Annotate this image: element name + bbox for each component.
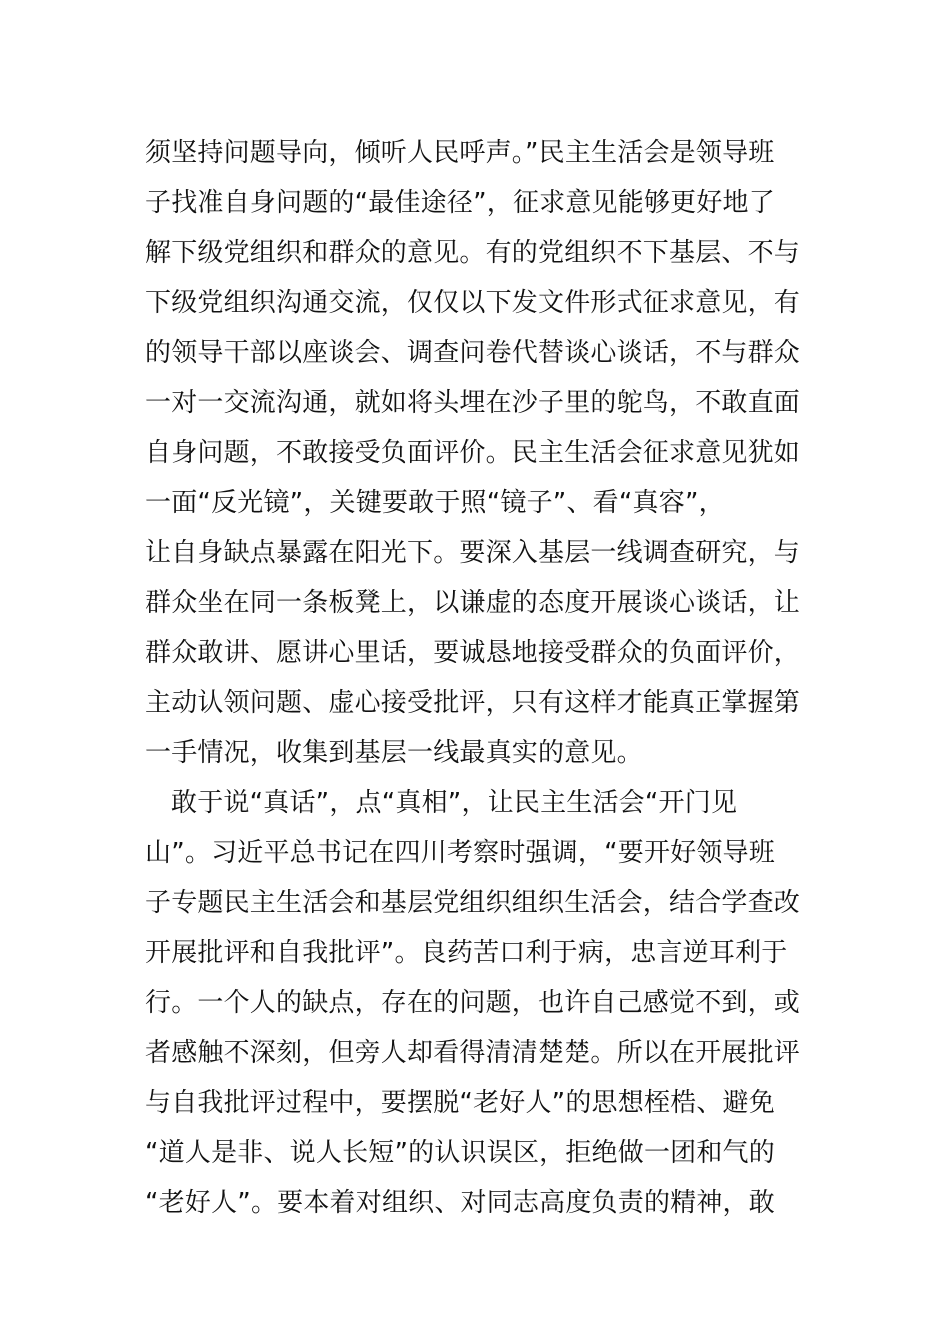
- paragraph-first-line: 敢于说“真话”，点“真相”，让民主生活会“开门见: [171, 788, 738, 818]
- paragraph-line: 的领导干部以座谈会、调查问卷代替谈心谈话，不与群众: [145, 338, 801, 368]
- paragraph-line: 子专题民主生活会和基层党组织组织生活会，结合学查改: [145, 888, 801, 918]
- paragraph-line: 一对一交流沟通，就如将头埋在沙子里的鸵鸟，不敢直面: [145, 388, 801, 418]
- paragraph-line: 解下级党组织和群众的意见。有的党组织不下基层、不与: [145, 238, 801, 268]
- paragraph-line: 让自身缺点暴露在阳光下。要深入基层一线调查研究，与: [145, 538, 801, 568]
- paragraph-line: 群众敢讲、愿讲心里话，要诚恳地接受群众的负面评价，: [145, 638, 801, 668]
- paragraph-line: 开展批评和自我批评”。良药苦口利于病，忠言逆耳利于: [145, 938, 788, 968]
- paragraph-line: 群众坐在同一条板凳上，以谦虚的态度开展谈心谈话，让: [145, 588, 801, 618]
- paragraph-line: 须坚持问题导向，倾听人民呼声。”民主生活会是领导班: [145, 138, 775, 168]
- paragraph-line: 者感触不深刻，但旁人却看得清清楚楚。所以在开展批评: [145, 1038, 801, 1068]
- paragraph-line: 与自我批评过程中，要摆脱“老好人”的思想桎梏、避免: [145, 1088, 775, 1118]
- paragraph-line: 山”。习近平总书记在四川考察时强调，“要开好领导班: [145, 838, 775, 868]
- paragraph-line: 行。一个人的缺点，存在的问题，也许自己感觉不到，或: [145, 988, 801, 1018]
- paragraph-line: 子找准自身问题的“最佳途径”，征求意见能够更好地了: [145, 188, 775, 218]
- paragraph-line: 主动认领问题、虚心接受批评，只有这样才能真正掌握第: [145, 688, 801, 718]
- paragraph-line: 一面“反光镜”，关键要敢于照“镜子”、看“真容”，: [145, 488, 725, 518]
- paragraph-line: 下级党组织沟通交流，仅仅以下发文件形式征求意见，有: [145, 288, 801, 318]
- paragraph-line: 一手情况，收集到基层一线最真实的意见。: [145, 738, 643, 768]
- paragraph-line: 自身问题，不敢接受负面评价。民主生活会征求意见犹如: [145, 438, 801, 468]
- paragraph-line: “道人是非、说人长短”的认识误区，拒绝做一团和气的: [145, 1138, 775, 1168]
- paragraph-line: “老好人”。要本着对组织、对同志高度负责的精神，敢: [145, 1188, 775, 1218]
